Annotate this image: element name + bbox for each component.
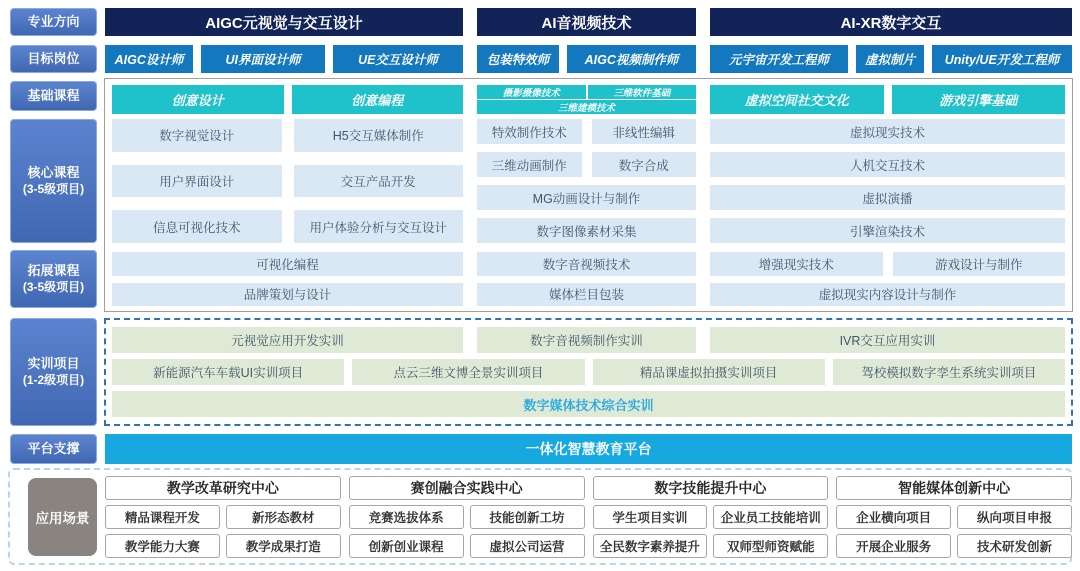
positions-group-2 — [477, 45, 696, 73]
expansion-group-1 — [112, 252, 463, 306]
sidebar-label: 拓展课程 — [27, 262, 80, 278]
sidebar-item-target-positions — [10, 45, 97, 73]
sidebar-item-core-courses — [10, 119, 97, 243]
track-header-aigc-visual: AIGC元视觉与交互设计 — [105, 8, 463, 36]
position-badge: 元宇宙开发工程师 — [710, 45, 848, 73]
position-badge: UI界面设计师 — [201, 45, 325, 73]
application-item: 新形态教材 — [226, 505, 341, 529]
core-course: 信息可视化技术 — [112, 210, 282, 243]
expansion-course: 可视化编程 — [112, 252, 463, 276]
application-item: 企业横向项目 — [836, 505, 951, 529]
sidebar-sublabel: (3-5级项目) — [22, 279, 85, 294]
training-project: 新能源汽车车载UI实训项目 — [112, 359, 344, 385]
position-badge: 包装特效师 — [477, 45, 559, 73]
training-project: IVR交互应用实训 — [710, 327, 1065, 353]
application-group-smart-media — [836, 476, 1072, 558]
core-course: 数字视觉设计 — [112, 119, 282, 152]
application-item: 开展企业服务 — [836, 534, 951, 558]
position-badge: UE交互设计师 — [333, 45, 463, 73]
position-badge: AIGC视频制作师 — [567, 45, 696, 73]
training-project: 点云三维文博全景实训项目 — [352, 359, 584, 385]
application-item: 学生项目实训 — [593, 505, 708, 529]
positions-group-1 — [105, 45, 463, 73]
application-item: 全民数字素养提升 — [593, 534, 708, 558]
core-course: 非线性编辑 — [592, 119, 697, 144]
basic-courses-row — [112, 85, 1065, 114]
core-course: 数字图像素材采集 — [477, 218, 696, 243]
core-courses-row — [112, 119, 1065, 243]
sidebar-item-basic-courses — [10, 81, 97, 111]
core-course: 用户体验分析与交互设计 — [294, 210, 464, 243]
application-group-teaching-reform — [105, 476, 341, 558]
core-group-2 — [477, 119, 696, 243]
position-badge: 虚拟制片 — [856, 45, 924, 73]
application-group-title: 数字技能提升中心 — [593, 476, 829, 500]
application-scenarios-label: 应用场景 — [28, 478, 97, 556]
sidebar-label: 基础课程 — [27, 87, 80, 103]
basic-course: 摄影摄像技术 — [477, 85, 586, 99]
expansion-course: 游戏设计与制作 — [893, 252, 1066, 276]
application-item: 技术研发创新 — [957, 534, 1072, 558]
application-group-competition-practice — [349, 476, 585, 558]
sidebar-sublabel: (1-2级项目) — [22, 372, 85, 387]
training-row-2 — [112, 359, 1065, 385]
application-item: 竞赛选拔体系 — [349, 505, 464, 529]
sidebar-label: 核心课程 — [27, 164, 80, 180]
application-item: 教学成果打造 — [226, 534, 341, 558]
basic-course: 创意编程 — [292, 85, 464, 114]
training-project: 精品课虚拟拍摄实训项目 — [593, 359, 825, 385]
application-item: 教学能力大赛 — [105, 534, 220, 558]
application-item: 创新创业课程 — [349, 534, 464, 558]
comprehensive-training-project: 数字媒体技术综合实训 — [112, 391, 1065, 417]
application-groups — [105, 476, 1072, 558]
position-badge: Unity/UE开发工程师 — [932, 45, 1072, 73]
sidebar-label: 目标岗位 — [27, 50, 80, 66]
core-course: 引擎渲染技术 — [710, 218, 1065, 243]
core-course: 用户界面设计 — [112, 165, 282, 198]
expansion-group-2 — [477, 252, 696, 306]
basic-group-1 — [112, 85, 463, 114]
application-item: 纵向项目申报 — [957, 505, 1072, 529]
training-project: 元视觉应用开发实训 — [112, 327, 463, 353]
core-course: 交互产品开发 — [294, 165, 464, 198]
application-item: 企业员工技能培训 — [713, 505, 828, 529]
application-group-title: 智能媒体创新中心 — [836, 476, 1072, 500]
basic-course: 游戏引擎基础 — [892, 85, 1066, 114]
training-row-1 — [112, 327, 1065, 353]
core-group-3 — [710, 119, 1065, 243]
expansion-course: 品牌策划与设计 — [112, 283, 463, 307]
core-course: 特效制作技术 — [477, 119, 582, 144]
position-badge: AIGC设计师 — [105, 45, 193, 73]
training-project: 驾校模拟数字孪生系统实训项目 — [833, 359, 1065, 385]
core-course: MG动画设计与制作 — [477, 185, 696, 210]
basic-course: 创意设计 — [112, 85, 284, 114]
core-course: 虚拟演播 — [710, 185, 1065, 210]
application-item: 虚拟公司运营 — [470, 534, 585, 558]
basic-course: 三维软件基础 — [588, 85, 697, 99]
sidebar-sublabel: (3-5级项目) — [22, 181, 85, 196]
track-header-ai-xr: AI-XR数字交互 — [710, 8, 1072, 36]
expansion-course: 增强现实技术 — [710, 252, 883, 276]
sidebar-item-expansion-courses — [10, 250, 97, 308]
core-course: 人机交互技术 — [710, 152, 1065, 177]
application-item: 双师型师资赋能 — [713, 534, 828, 558]
application-group-digital-skills — [593, 476, 829, 558]
application-group-title: 教学改革研究中心 — [105, 476, 341, 500]
core-course: 数字合成 — [592, 152, 697, 177]
application-group-title: 赛创融合实践中心 — [349, 476, 585, 500]
sidebar-label: 专业方向 — [27, 13, 80, 29]
expansion-course: 媒体栏目包装 — [477, 283, 696, 307]
sidebar-item-platform-support — [10, 434, 97, 464]
track-header-ai-av: AI音视频技术 — [477, 8, 696, 36]
sidebar-label: 平台支撑 — [27, 440, 80, 456]
positions-group-3 — [710, 45, 1072, 73]
target-positions-row — [105, 45, 1072, 73]
application-item: 精品课程开发 — [105, 505, 220, 529]
core-course: 虚拟现实技术 — [710, 119, 1065, 144]
training-project: 数字音视频制作实训 — [477, 327, 696, 353]
core-course: 三维动画制作 — [477, 152, 582, 177]
basic-group-2 — [477, 85, 696, 114]
sidebar-label: 实训项目 — [27, 355, 80, 371]
track-headers-row — [105, 8, 1072, 36]
basic-course: 虚拟空间社交文化 — [710, 85, 884, 114]
basic-group-3 — [710, 85, 1065, 114]
application-item: 技能创新工坊 — [470, 505, 585, 529]
core-course: H5交互媒体制作 — [294, 119, 464, 152]
expansion-group-3 — [710, 252, 1065, 306]
expansion-course: 数字音视频技术 — [477, 252, 696, 276]
training-row-3 — [112, 391, 1065, 417]
expansion-courses-row — [112, 252, 1065, 306]
basic-course: 三维建模技术 — [477, 100, 696, 114]
platform-support-bar: 一体化智慧教育平台 — [105, 434, 1072, 464]
expansion-course: 虚拟现实内容设计与制作 — [710, 283, 1065, 307]
sidebar-item-training-projects — [10, 318, 97, 426]
core-group-1 — [112, 119, 463, 243]
sidebar-item-major-direction — [10, 8, 97, 36]
